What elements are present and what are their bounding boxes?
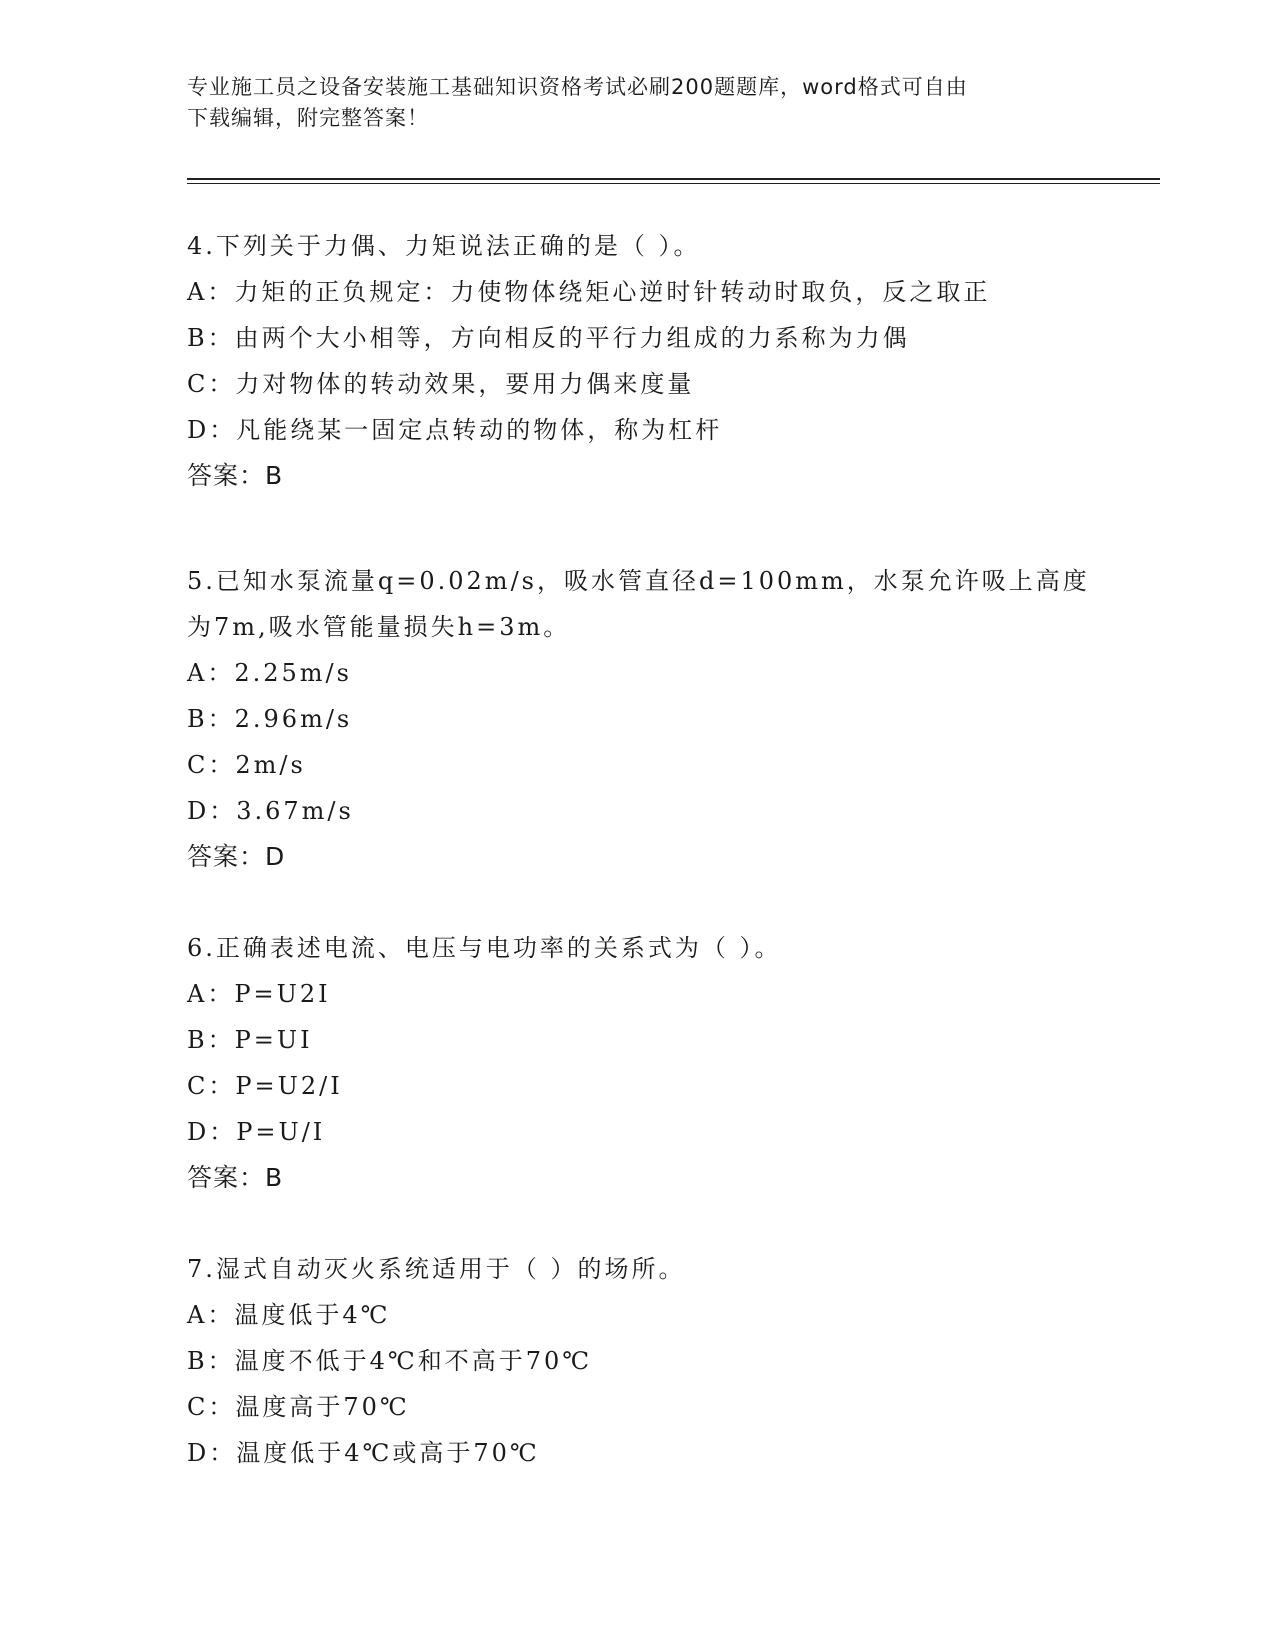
option-d: D：P=U/I xyxy=(187,1118,326,1146)
option-d: D：凡能绕某一固定点转动的物体，称为杠杆 xyxy=(187,416,723,444)
answer: 答案：D xyxy=(187,842,286,871)
answer: 答案：B xyxy=(187,1163,284,1192)
header-divider-thin xyxy=(187,183,1160,184)
question-stem-line-2: 为7m,吸水管能量损失h=3m。 xyxy=(187,613,571,641)
option-a: A：2.25m/s xyxy=(187,659,352,687)
question-stem: 6.正确表述电流、电压与电功率的关系式为（ ）。 xyxy=(187,934,782,962)
answer: 答案：B xyxy=(187,461,284,490)
option-b: B：由两个大小相等，方向相反的平行力组成的力系称为力偶 xyxy=(187,324,910,352)
header-line-1: 专业施工员之设备安装施工基础知识资格考试必刷200题题库，word格式可自由 xyxy=(187,75,968,99)
option-a: A：P=U2I xyxy=(187,980,331,1008)
option-a: A：力矩的正负规定：力使物体绕矩心逆时针转动时取负，反之取正 xyxy=(187,278,991,306)
option-c: C：2m/s xyxy=(187,751,306,779)
option-b: B：2.96m/s xyxy=(187,705,353,733)
question-6 xyxy=(187,925,1087,1201)
question-5 xyxy=(187,558,1090,880)
option-b: B：温度不低于4℃和不高于70℃ xyxy=(187,1347,593,1375)
question-stem: 4.下列关于力偶、力矩说法正确的是（ ）。 xyxy=(187,232,701,260)
header-line-2: 下载编辑，附完整答案！ xyxy=(187,106,429,130)
question-stem: 7.湿式自动灭火系统适用于（ ）的场所。 xyxy=(187,1255,686,1283)
header-divider-thick xyxy=(187,178,1160,180)
document-header xyxy=(187,72,1067,134)
question-4 xyxy=(187,223,1087,499)
option-c: C：力对物体的转动效果，要用力偶来度量 xyxy=(187,370,695,398)
question-stem-line-1: 5.已知水泵流量q=0.02m/s，吸水管直径d=100mm，水泵允许吸上高度 xyxy=(187,567,1090,595)
option-d: D：温度低于4℃或高于70℃ xyxy=(187,1439,540,1467)
option-b: B：P=UI xyxy=(187,1026,313,1054)
option-a: A：温度低于4℃ xyxy=(187,1301,391,1329)
option-d: D：3.67m/s xyxy=(187,797,354,825)
option-c: C：温度高于70℃ xyxy=(187,1393,410,1421)
question-7 xyxy=(187,1246,1087,1476)
option-c: C：P=U2/I xyxy=(187,1072,343,1100)
